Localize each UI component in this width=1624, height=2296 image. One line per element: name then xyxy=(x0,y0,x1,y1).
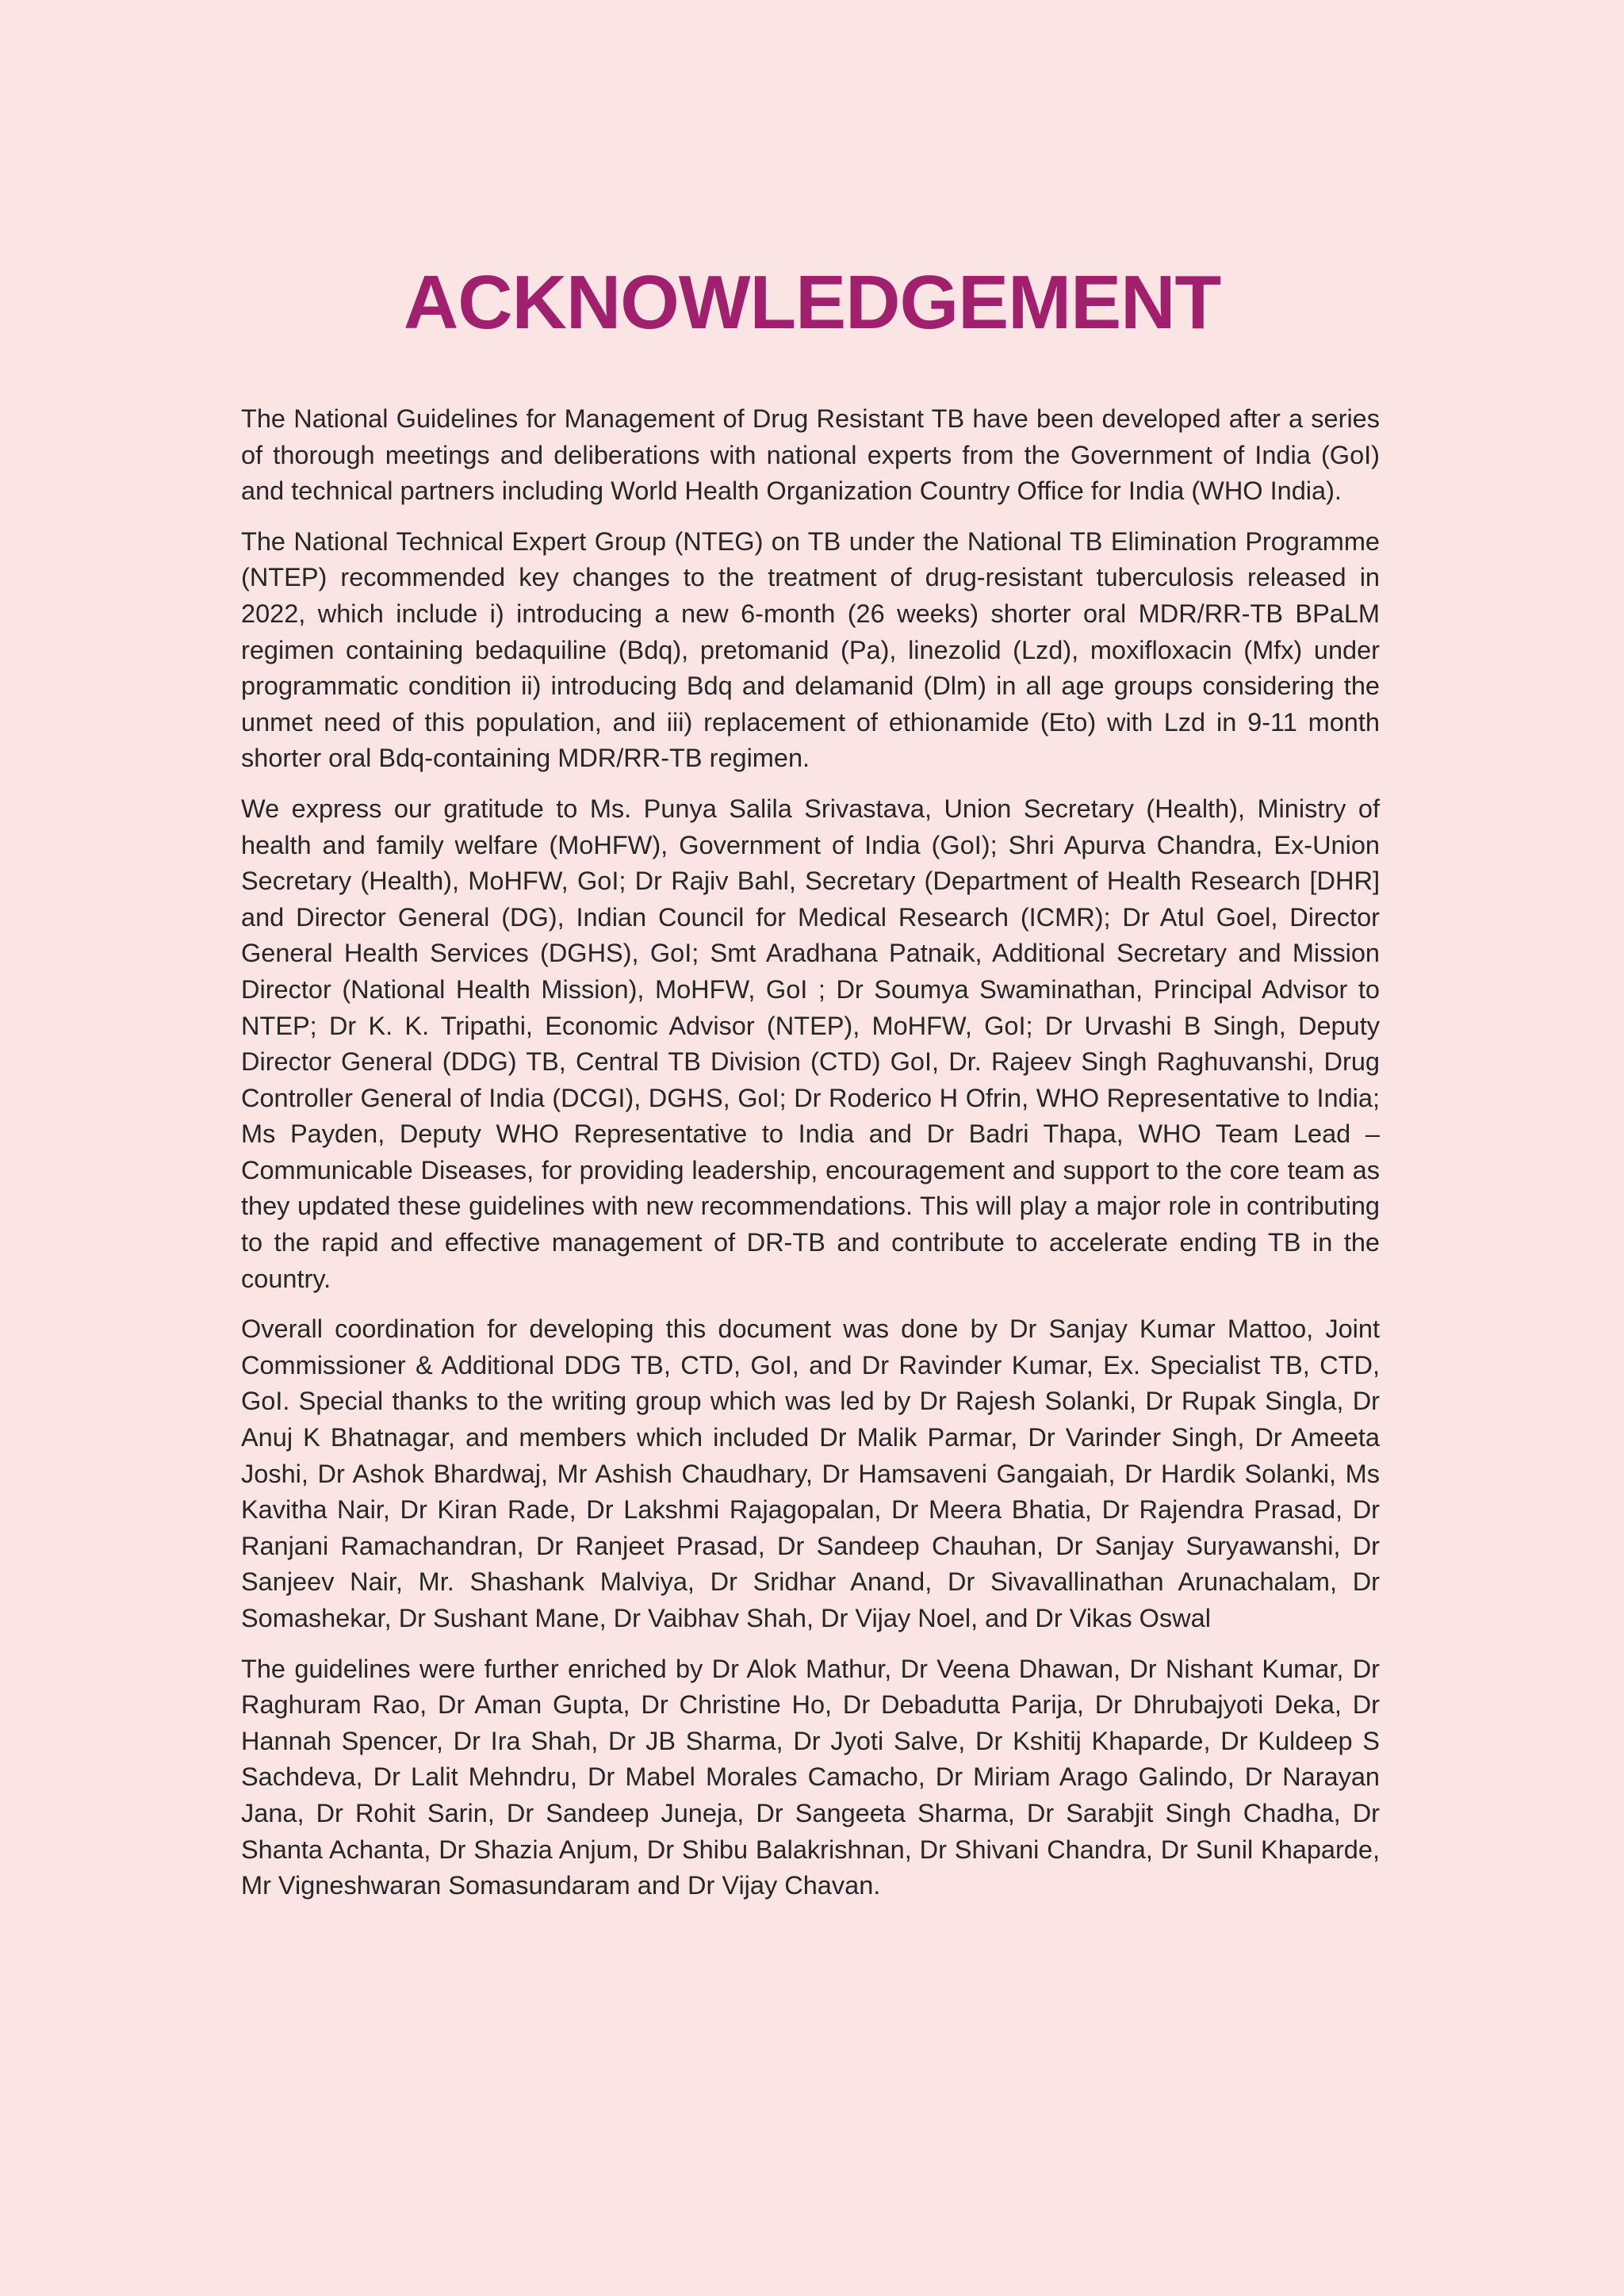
paragraph-gratitude: We express our gratitude to Ms. Punya Salila Srivastava, Union Secretary (Health), Ministry of health and family welfare (MoHFW), Government of India (GoI); Shri Apurva Chandra, Ex-Union Secretary (Health), MoHFW, GoI; Dr Rajiv Bahl, Secretary (Department of Health Research [DHR] and Director General (DG), Indian Council for Medical Research (ICMR); Dr Atul Goel, Director General Health Services (DGHS), GoI; Smt Aradhana Patnaik, Additional Secretary and Mission Director (National Health Mission), MoHFW, GoI ; Dr Soumya Swaminathan, Principal Advisor to NTEP; Dr K. K. Tripathi, Economic Advisor (NTEP), MoHFW, GoI; Dr Urvashi B Singh, Deputy Director General (DDG) TB, Central TB Division (CTD) GoI, Dr. Rajeev Singh Raghuvanshi, Drug Controller General of India (DCGI), DGHS, GoI; Dr Roderico H Ofrin, WHO Representative to India; Ms Payden, Deputy WHO Representative to India and Dr Badri Thapa, WHO Team Lead – Communicable Diseases, for providing leadership, encouragement and support to the core team as they updated these guidelines with new recommendations. This will play a major role in contributing to the rapid and effective management of DR-TB and contribute to accelerate ending TB in the country. xyxy=(241,794,1380,1293)
paragraph-nteg-recommendations: The National Technical Expert Group (NTEG) on TB under the National TB Elimination Programme (NTEP) recommended key changes to the treatment of drug-resistant tuberculosis released in 2022, which include i) introducing a new 6-month (26 weeks) shorter oral MDR/RR-TB BPaLM regimen containing bedaquiline (Bdq), pretomanid (Pa), linezolid (Lzd), moxifloxacin (Mfx) under programmatic condition ii) introducing Bdq and delamanid (Dlm) in all age groups considering the unmet need of this population, and iii) replacement of ethionamide (Eto) with Lzd in 9-11 month shorter oral Bdq-containing MDR/RR-TB regimen. xyxy=(241,526,1380,773)
page-title: ACKNOWLEDGEMENT xyxy=(403,260,1221,345)
acknowledgement-body xyxy=(241,401,1380,1919)
paragraph-intro: The National Guidelines for Management of Drug Resistant TB have been developed after a series of thorough meetings and deliberations with national experts from the Government of India (GoI) and technical partners including World Health Organization Country Office for India (WHO India). xyxy=(241,404,1380,506)
paragraph-coordination: Overall coordination for developing this document was done by Dr Sanjay Kumar Mattoo, Joint Commissioner & Additional DDG TB, CTD, GoI, and Dr Ravinder Kumar, Ex. Specialist TB, CTD, GoI. Special thanks to the writing group which was led by Dr Rajesh Solanki, Dr Rupak Singla, Dr Anuj K Bhatnagar, and members which included Dr Malik Parmar, Dr Varinder Singh, Dr Ameeta Joshi, Dr Ashok Bhardwaj, Mr Ashish Chaudhary, Dr Hamsaveni Gangaiah, Dr Hardik Solanki, Ms Kavitha Nair, Dr Kiran Rade, Dr Lakshmi Rajagopalan, Dr Meera Bhatia, Dr Rajendra Prasad, Dr Ranjani Ramachandran, Dr Ranjeet Prasad, Dr Sandeep Chauhan, Dr Sanjay Suryawanshi, Dr Sanjeev Nair, Mr. Shashank Malviya, Dr Sridhar Anand, Dr Sivavallinathan Arunachalam, Dr Somashekar, Dr Sushant Mane, Dr Vaibhav Shah, Dr Vijay Noel, and Dr Vikas Oswal xyxy=(241,1314,1380,1632)
paragraph-enrichment: The guidelines were further enriched by Dr Alok Mathur, Dr Veena Dhawan, Dr Nishant Kumar, Dr Raghuram Rao, Dr Aman Gupta, Dr Christine Ho, Dr Debadutta Parija, Dr Dhrubajyoti Deka, Dr Hannah Spencer, Dr Ira Shah, Dr JB Sharma, Dr Jyoti Salve, Dr Kshitij Khaparde, Dr Kuldeep S Sachdeva, Dr Lalit Mehndru, Dr Mabel Morales Camacho, Dr Miriam Arago Galindo, Dr Narayan Jana, Dr Rohit Sarin, Dr Sandeep Juneja, Dr Sangeeta Sharma, Dr Sarabjit Singh Chadha, Dr Shanta Achanta, Dr Shazia Anjum, Dr Shibu Balakrishnan, Dr Shivani Chandra, Dr Sunil Khaparde, Mr Vigneshwaran Somasundaram and Dr Vijay Chavan. xyxy=(241,1654,1380,1900)
